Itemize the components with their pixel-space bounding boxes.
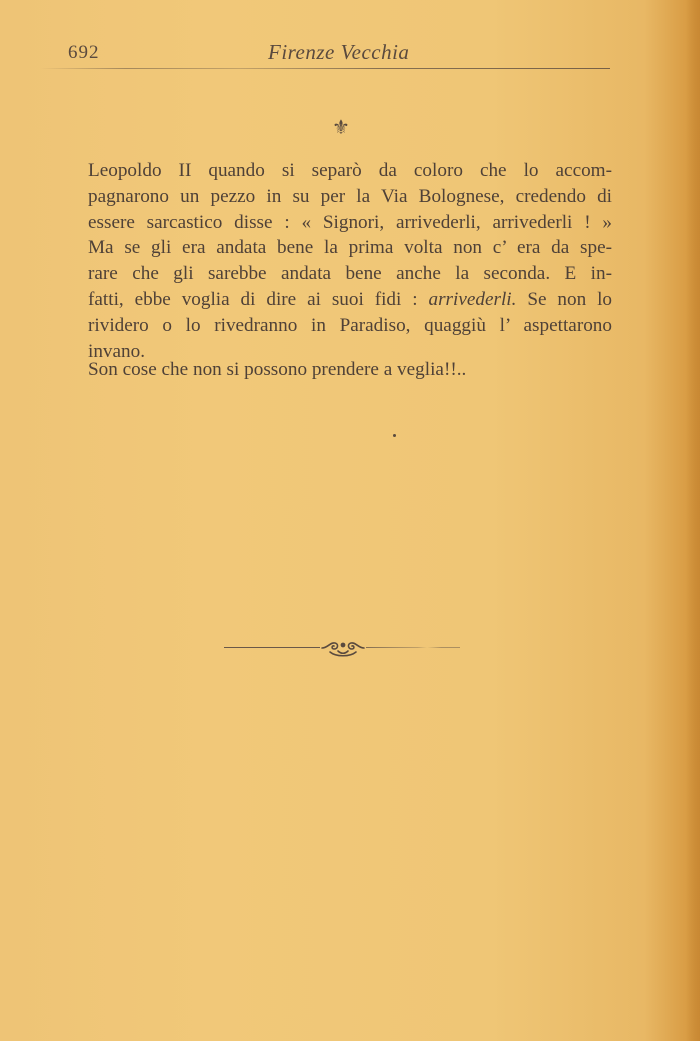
text-line: pagnarono un pezzo in su per la Via Bolognese, credendo di (88, 185, 612, 207)
header-rule (40, 68, 610, 69)
page-edge-shadow (686, 0, 700, 1041)
text-line-with-italic (88, 287, 612, 313)
text-line: Ma se gli era andata bene la prima volta non c’ era da spe- (88, 237, 612, 259)
page-number: 692 (68, 42, 100, 63)
main-paragraph (88, 158, 612, 364)
running-header (68, 38, 610, 70)
text-line: rare che gli sarebbe andata bene anche la seconda. E in- (88, 263, 612, 285)
tailpiece-rule-right (366, 647, 460, 648)
running-title: Firenze Vecchia (268, 40, 410, 64)
text-line: invano. (88, 340, 146, 362)
tailpiece-rule-left (224, 647, 320, 648)
fleur-de-lis-icon: ⚜ (332, 115, 350, 139)
stray-dot (393, 434, 396, 437)
closing-line: Son cose che non si possono prendere a veglia!!.. (88, 359, 467, 380)
scroll-ornament-icon (320, 636, 366, 660)
tailpiece-ornament (224, 636, 460, 660)
text-line: Leopoldo II quando si separò da coloro che lo accom- (88, 160, 612, 181)
italic-word: arrivederli. (428, 288, 517, 310)
text-segment: Se non lo (527, 288, 613, 310)
text-line: essere sarcastico disse : « Signori, arrivederli, arrivederli ! » (88, 211, 612, 233)
text-line: rividero o lo rivedranno in Paradiso, quaggiù l’ aspettarono (88, 314, 612, 336)
text-segment: fatti, ebbe voglia di dire ai suoi fidi : (88, 288, 418, 310)
